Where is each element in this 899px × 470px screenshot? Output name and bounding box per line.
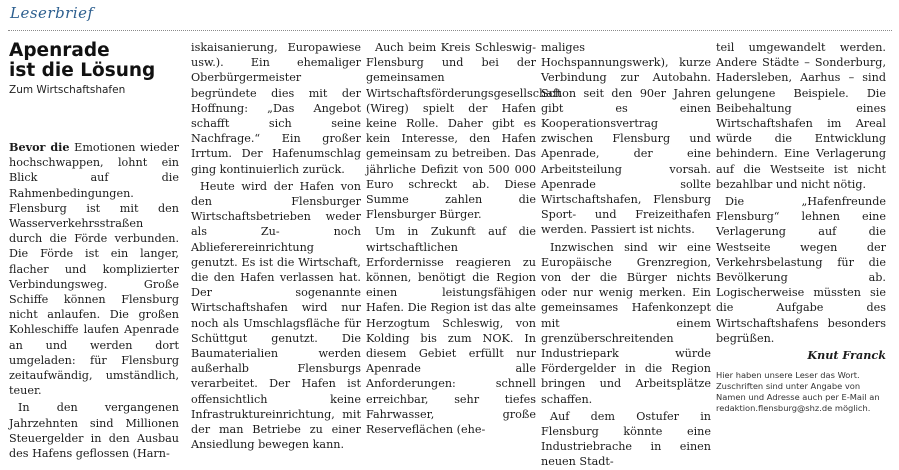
headline-line-2: ist die Lösung: [9, 60, 156, 81]
lead-words: Bevor die: [9, 140, 70, 154]
article-headline: [9, 41, 179, 81]
paragraph-8: Die „Hafenfreunde Flensburg“ lehnen eine Verlagerung auf die Westseite wegen der Verkehrsbelastung für die Bevölkerung ab. Logischerweise müssten sie die Aufgabe des Wirtschaftshafens besonders begrüßen.: [716, 195, 886, 345]
paragraph-1: [9, 140, 179, 398]
section-kicker: Leserbrief: [10, 4, 94, 22]
author-signature: Knut Franck: [807, 348, 886, 363]
paragraph-3: Heute wird der Hafen von den Flensburger Wirtschaftsbetrieben weder als Zu- noch Ablieferereinrichtung genutzt. Es ist die Wirtschaft, die den Hafen verlassen hat. Der sogenannte Wirtschaftshafen wird nur noch als Umschlagsfläche für Schüttgut genutzt. Die Baumaterialien werden außerhalb Flensburgs verarbeitet. Der Hafen ist offensichtlich keine Infrastruktureinrichtung, mit der man Betriebe zu einer Ansiedlung bewegen kann.: [191, 179, 361, 452]
headline-line-1: Apenrade: [9, 40, 110, 61]
paragraph-2-part-2: iskaisanierung, Europawiese usw.). Ein ehemaliger Oberbürgermeister begründete dies mit der Hoffnung: „Das Angebot schafft sich seine Nachfrage.“ Ein großer Irrtum. Der Hafenumschlag ging kontinuierlich zurück.: [191, 41, 361, 176]
paragraph-7-part-1: Auf dem Ostufer in Flensburg könnte eine Industriebrache in einen neuen Stadt-: [541, 409, 711, 469]
paragraph-6: Inzwischen sind wir eine Europäische Grenzregion, von der die Bürger nichts oder nur wenig merken. Ein gemeinsames Hafenkonzept mit einem grenzüberschreitenden Industriepark würde Fördergelder in die Region bringen und Arbeitsplätze schaffen.: [541, 240, 711, 406]
column-5: [716, 40, 886, 363]
kicker-divider: [8, 30, 892, 31]
column-3: [366, 40, 562, 437]
paragraph-5-part-1: Um in Zukunft auf die wirtschaftlichen Erfordernisse reagieren zu können, benötigt die Region einen leistungsfähigen Hafen. Die Region ist das alte Herzogtum Schleswig, von Kolding bis zum NOK. In diesem Gebiet erfüllt nur Apenrade alle Anforderungen: schnell erreichbar, sehr tiefes Fahrwasser, große Reserveflächen (ehe-: [366, 225, 536, 437]
editor-note: Hier haben unsere Leser das Wort. Zuschriften sind unter Angabe von Namen und Adresse auch per E-Mail an redaktion.flensburg@shz.de möglich.: [716, 370, 880, 413]
column-2: [191, 40, 361, 452]
paragraph-5-part-2: maliges Hochspannungswerk), kurze Verbindung zur Autobahn. Schon seit den 90er Jahren gibt es einen Kooperationsvertrag zwischen Flensburg und Apenrade, der eine Arbeitsteilung vorsah. Apenrade sollte Wirtschaftshafen, Flensburg Sport- und Freizeithafen werden. Passiert ist nichts.: [541, 41, 711, 237]
column-4: [541, 40, 711, 470]
paragraph-4: Auch beim Kreis Schleswig-Flensburg und bei der gemeinsamen Wirtschaftsförderungsgesellschaft (Wireg) spielt der Hafen keine Rolle. Daher gibt es kein Interesse, den Hafen gemeinsam zu betreiben. Das jährliche Defizit von 500 000 Euro schreckt ab. Diese Summe zahlen die Flensburger Bürger.: [366, 41, 562, 222]
column-1: [9, 140, 179, 461]
paragraph-7-part-2: teil umgewandelt werden. Andere Städte – Sonderburg, Hadersleben, Aarhus – sind gelungene Beispiele. Die Beibehaltung eines Wirtschaftshafen im Areal würde die Entwicklung behindern. Eine Verlagerung auf die Westseite ist nicht bezahlbar und nicht nötig.: [716, 41, 886, 191]
article-subline: Zum Wirtschaftshafen: [9, 84, 126, 96]
paragraph-2-part-1: In den vergangenen Jahrzehnten sind Millionen Steuergelder in den Ausbau des Hafens geflossen (Harn-: [9, 401, 179, 461]
paragraph-1-text: Emotionen wieder hochschwappen, lohnt ein Blick auf die Rahmenbedingungen. Flensburg ist mit den Wasserverkehrsstraßen durch die Förde verbunden. Die Förde ist ein langer, flacher und komplizierter Verbindungsweg. Große Schiffe können Flensburg nicht anlaufen. Die großen Kohleschiffe laufen Apenrade an und werden dort umgeladen: für Flensburg zeitaufwändig, umständlich, teuer.: [9, 141, 180, 398]
